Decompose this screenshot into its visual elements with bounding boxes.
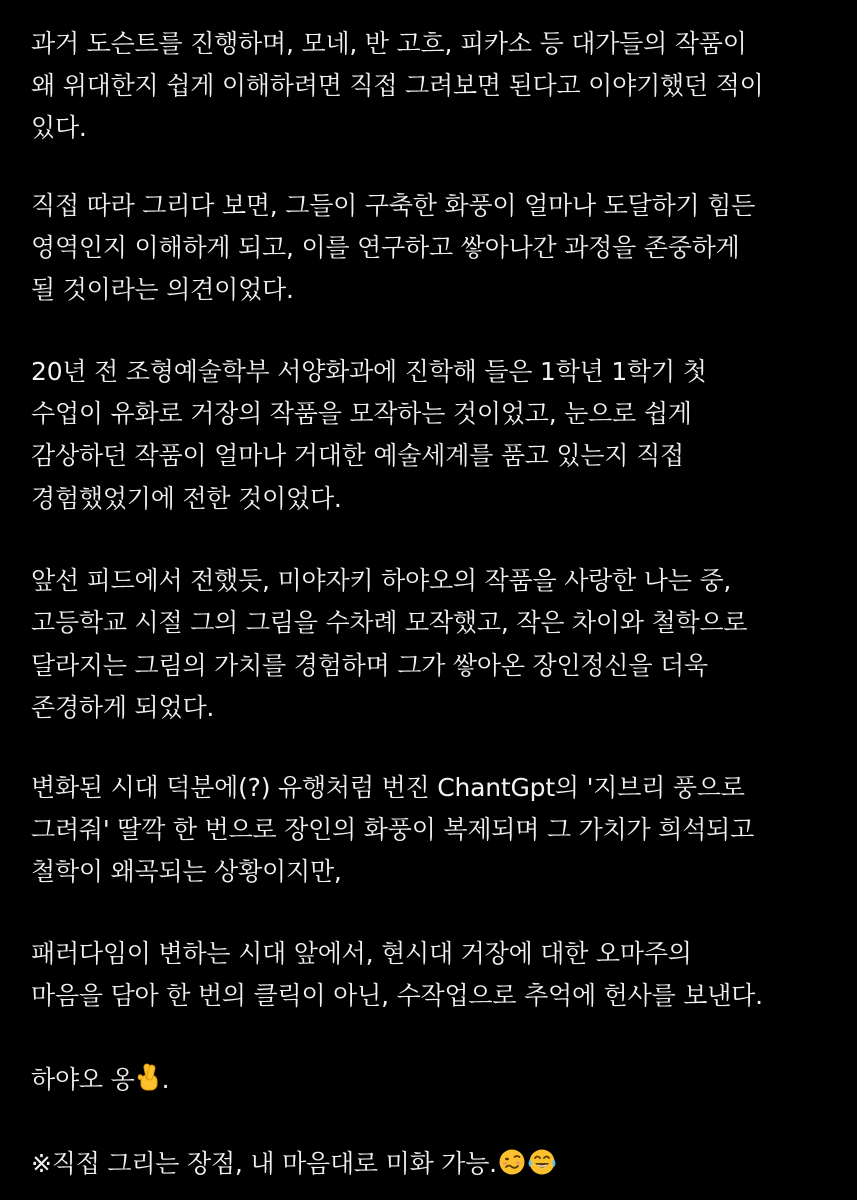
crossed-fingers-emoji-icon (136, 1062, 162, 1092)
text-line: 영역인지 이해하게 되고, 이를 연구하고 쌓아나간 과정을 존중하게 (31, 233, 740, 262)
closing-punctuation: . (161, 1065, 170, 1094)
text-line: 그려줘' 딸깍 한 번으로 장인의 화풍이 복제되며 그 가치가 희석되고 (31, 815, 755, 844)
footnote-line (31, 1147, 557, 1181)
text-line: 직접 따라 그리다 보면, 그들이 구축한 화풍이 얼마나 도달하기 힘든 (31, 191, 756, 220)
closing-line (31, 1062, 169, 1097)
closing-text: 하야오 옹 (31, 1065, 135, 1094)
text-line: 달라지는 그림의 가치를 경험하며 그가 쌓아온 장인정신을 더욱 (31, 651, 708, 680)
text-line: 20년 전 조형예술학부 서양화과에 진학해 들은 1학년 1학기 첫 (31, 357, 707, 386)
text-line: 철학이 왜곡되는 상황이지만, (31, 857, 342, 886)
tears-of-joy-emoji-icon (527, 1148, 557, 1176)
text-line: 왜 위대한지 쉽게 이해하려면 직접 그려보면 된다고 이야기했던 적이 (31, 71, 764, 100)
text-line: 과거 도슨트를 진행하며, 모네, 반 고흐, 피카소 등 대가들의 작품이 (31, 29, 747, 58)
text-line: 있다. (31, 113, 87, 142)
text-line: 될 것이라는 의견이었다. (31, 275, 294, 304)
text-line: 마음을 담아 한 번의 클릭이 아닌, 수작업으로 추억에 헌사를 보낸다. (31, 981, 763, 1010)
text-line: 고등학교 시절 그의 그림을 수차례 모작했고, 작은 차이와 철학으로 (31, 608, 748, 637)
text-line: 앞선 피드에서 전했듯, 미야자키 하야오의 작품을 사랑한 나는 중, (31, 566, 732, 595)
text-line: 감상하던 작품이 얼마나 거대한 예술세계를 품고 있는지 직접 (31, 441, 684, 470)
woozy-face-emoji-icon (498, 1148, 526, 1176)
footnote-text: ※직접 그리는 장점, 내 마음대로 미화 가능. (31, 1149, 497, 1178)
text-line: 경험했었기에 전한 것이었다. (31, 484, 342, 513)
text-line: 수업이 유화로 거장의 작품을 모작하는 것이었고, 눈으로 쉽게 (31, 399, 692, 428)
text-line: 패러다임이 변하는 시대 앞에서, 현시대 거장에 대한 오마주의 (31, 939, 692, 968)
text-line: 변화된 시대 덕분에(?) 유행처럼 번진 ChantGpt의 '지브리 풍으로 (31, 773, 745, 802)
text-line: 존경하게 되었다. (31, 693, 215, 722)
